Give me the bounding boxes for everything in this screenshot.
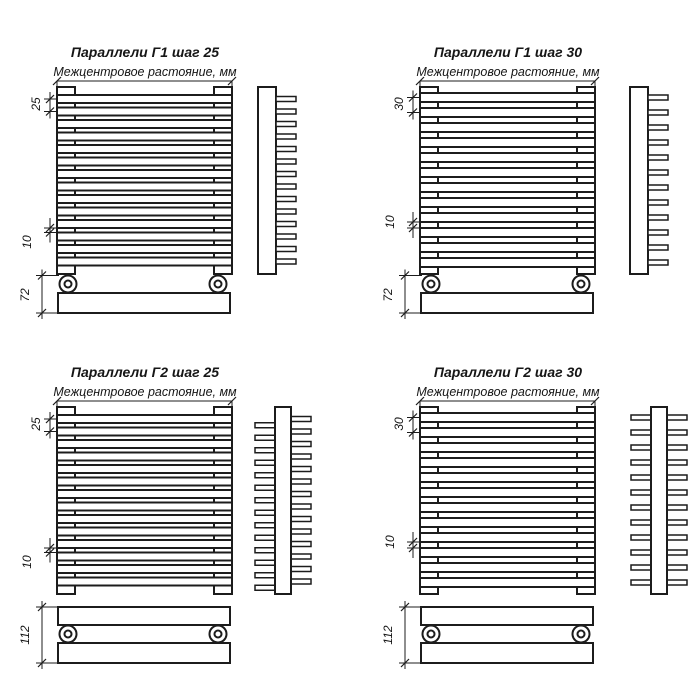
drawing-title: Параллели Г1 шаг 25 [70, 44, 220, 60]
tube-rung [420, 548, 595, 557]
collector-end-inner [578, 281, 585, 288]
top-view-tube-row-back [58, 643, 230, 663]
side-tube-stub-left [255, 548, 275, 553]
gap-dimension-label: 10 [20, 555, 34, 569]
top-view-tube-row-front [58, 607, 230, 625]
center-distance-label: Межцентровое растояние, мм [416, 65, 600, 79]
tube-rung [57, 108, 232, 116]
tube-rung [420, 93, 595, 102]
center-distance-label: Межцентровое растояние, мм [53, 385, 237, 399]
drawing-title: Параллели Г2 шаг 30 [433, 364, 583, 380]
tube-rung [57, 540, 232, 548]
side-tube-stub-right [667, 475, 687, 480]
tube-rung [57, 145, 232, 153]
side-tube-stub-right [648, 95, 668, 100]
side-tube-stub-left [631, 550, 651, 555]
depth-dimension-label: 112 [18, 625, 32, 645]
side-tube-stub-left [255, 423, 275, 428]
tube-rung [57, 415, 232, 423]
side-tube-stub-right [648, 185, 668, 190]
side-tube-stub-left [631, 505, 651, 510]
tube-rung [57, 465, 232, 473]
tube-rung [57, 258, 232, 266]
side-tube-stub-right [667, 505, 687, 510]
collector-end-inner [65, 281, 72, 288]
tube-rung [420, 228, 595, 237]
side-tube-stub-right [291, 429, 311, 434]
tube-rung [57, 183, 232, 191]
side-tube-stub-right [276, 147, 296, 152]
side-tube-stub-left [255, 460, 275, 465]
side-tube-stub-right [667, 460, 687, 465]
side-tube-stub-right [276, 234, 296, 239]
center-distance-label: Межцентровое растояние, мм [416, 385, 600, 399]
side-tube-stub-right [276, 109, 296, 114]
side-tube-stub-right [291, 467, 311, 472]
side-tube-stub-left [631, 490, 651, 495]
tube-rung [57, 528, 232, 536]
side-tube-stub-left [631, 415, 651, 420]
gap-dimension-label: 10 [383, 215, 397, 229]
side-tube-stub-right [276, 197, 296, 202]
tube-rung [420, 198, 595, 207]
side-tube-stub-left [631, 535, 651, 540]
side-tube-stub-left [255, 485, 275, 490]
side-tube-stub-right [648, 215, 668, 220]
tube-rung [57, 578, 232, 586]
side-tube-stub-right [276, 259, 296, 264]
side-tube-stub-right [276, 172, 296, 177]
drawing-geometry [399, 397, 687, 669]
side-collector [258, 87, 276, 274]
side-tube-stub-left [255, 535, 275, 540]
tube-rung [420, 183, 595, 192]
side-tube-stub-right [291, 567, 311, 572]
tube-rung [57, 565, 232, 573]
side-tube-stub-left [255, 523, 275, 528]
side-tube-stub-left [255, 435, 275, 440]
side-tube-stub-right [648, 140, 668, 145]
drawing-title: Параллели Г1 шаг 30 [433, 44, 583, 60]
top-view-tube-row [421, 293, 593, 313]
tube-rung [57, 195, 232, 203]
side-tube-stub-right [291, 479, 311, 484]
side-tube-stub-right [276, 247, 296, 252]
side-tube-stub-left [631, 430, 651, 435]
tube-rung [420, 213, 595, 222]
tube-rung [420, 458, 595, 467]
variant-g1-step30 [381, 44, 668, 319]
tube-rung [57, 553, 232, 561]
side-tube-stub-right [648, 125, 668, 130]
tube-rung [420, 153, 595, 162]
tube-rung [420, 563, 595, 572]
tube-rung [57, 220, 232, 228]
step-dimension-label: 25 [29, 417, 43, 431]
side-tube-stub-left [255, 510, 275, 515]
variant-g2-step30 [381, 364, 687, 669]
side-tube-stub-right [291, 517, 311, 522]
side-tube-stub-right [291, 554, 311, 559]
side-tube-stub-right [667, 580, 687, 585]
side-tube-stub-left [631, 460, 651, 465]
side-tube-stub-right [291, 504, 311, 509]
tube-rung [57, 440, 232, 448]
side-tube-stub-left [631, 475, 651, 480]
side-collector [651, 407, 667, 594]
tube-rung [57, 490, 232, 498]
tube-rung [57, 120, 232, 128]
side-tube-stub-right [276, 122, 296, 127]
side-tube-stub-right [667, 565, 687, 570]
side-tube-stub-right [648, 200, 668, 205]
tube-rung [420, 533, 595, 542]
side-tube-stub-right [667, 520, 687, 525]
tube-rung [57, 478, 232, 486]
side-tube-stub-left [631, 565, 651, 570]
side-tube-stub-left [631, 520, 651, 525]
tube-rung [57, 515, 232, 523]
side-tube-stub-right [648, 260, 668, 265]
collector-end-inner [215, 281, 222, 288]
gap-dimension-label: 10 [20, 235, 34, 249]
side-tube-stub-right [667, 490, 687, 495]
top-view-tube-row-front [421, 607, 593, 625]
side-tube-stub-left [255, 448, 275, 453]
tube-rung [420, 168, 595, 177]
side-tube-stub-right [648, 230, 668, 235]
drawing-geometry [36, 77, 296, 319]
side-tube-stub-left [255, 585, 275, 590]
tube-rung [57, 428, 232, 436]
side-tube-stub-right [291, 442, 311, 447]
side-tube-stub-left [631, 580, 651, 585]
tube-rung [57, 453, 232, 461]
depth-dimension-label: 72 [381, 288, 395, 302]
side-tube-stub-right [667, 430, 687, 435]
collector-end-inner [65, 631, 72, 638]
tube-rung [57, 245, 232, 253]
tube-rung [57, 170, 232, 178]
gap-dimension-label: 10 [383, 535, 397, 549]
tube-rung [420, 518, 595, 527]
side-tube-stub-right [276, 209, 296, 214]
side-tube-stub-right [291, 492, 311, 497]
side-tube-stub-right [291, 542, 311, 547]
side-tube-stub-left [631, 445, 651, 450]
side-tube-stub-left [255, 573, 275, 578]
side-tube-stub-right [667, 445, 687, 450]
drawing-geometry [399, 77, 668, 319]
step-dimension-label: 25 [29, 97, 43, 111]
tube-rung [420, 108, 595, 117]
tube-rung [420, 123, 595, 132]
tube-rung [57, 233, 232, 241]
side-tube-stub-right [667, 550, 687, 555]
side-tube-stub-left [255, 498, 275, 503]
tube-rung [420, 488, 595, 497]
side-collector [630, 87, 648, 274]
side-tube-stub-right [667, 535, 687, 540]
top-view-tube-row-back [421, 643, 593, 663]
variant-g2-step25 [18, 364, 311, 669]
collector-end-inner [578, 631, 585, 638]
side-tube-stub-right [276, 134, 296, 139]
tube-rung [57, 158, 232, 166]
side-tube-stub-right [648, 110, 668, 115]
tube-rung [420, 578, 595, 587]
tube-rung [420, 473, 595, 482]
tube-rung [420, 243, 595, 252]
side-tube-stub-right [291, 454, 311, 459]
side-tube-stub-right [291, 579, 311, 584]
tube-rung [420, 413, 595, 422]
side-tube-stub-right [291, 417, 311, 422]
side-tube-stub-right [648, 155, 668, 160]
side-tube-stub-right [291, 529, 311, 534]
side-tube-stub-right [276, 97, 296, 102]
step-dimension-label: 30 [392, 417, 406, 431]
side-tube-stub-left [255, 473, 275, 478]
depth-dimension-label: 112 [381, 625, 395, 645]
side-tube-stub-right [648, 170, 668, 175]
collector-end-inner [215, 631, 222, 638]
side-tube-stub-right [276, 159, 296, 164]
tube-rung [57, 503, 232, 511]
top-view-tube-row [58, 293, 230, 313]
tube-rung [420, 138, 595, 147]
tube-rung [420, 503, 595, 512]
variant-g1-step25 [18, 44, 296, 319]
drawing-title: Параллели Г2 шаг 25 [70, 364, 220, 380]
tube-rung [420, 428, 595, 437]
side-tube-stub-right [276, 222, 296, 227]
side-tube-stub-right [648, 245, 668, 250]
side-tube-stub-left [255, 560, 275, 565]
center-distance-label: Межцентровое растояние, мм [53, 65, 237, 79]
side-collector [275, 407, 291, 594]
side-tube-stub-right [667, 415, 687, 420]
step-dimension-label: 30 [392, 97, 406, 111]
tube-rung [57, 133, 232, 141]
tube-rung [57, 95, 232, 103]
collector-end-inner [428, 631, 435, 638]
collector-end-inner [428, 281, 435, 288]
tube-rung [420, 258, 595, 267]
tube-rung [420, 443, 595, 452]
depth-dimension-label: 72 [18, 288, 32, 302]
drawing-geometry [36, 397, 311, 669]
tube-rung [57, 208, 232, 216]
side-tube-stub-right [276, 184, 296, 189]
